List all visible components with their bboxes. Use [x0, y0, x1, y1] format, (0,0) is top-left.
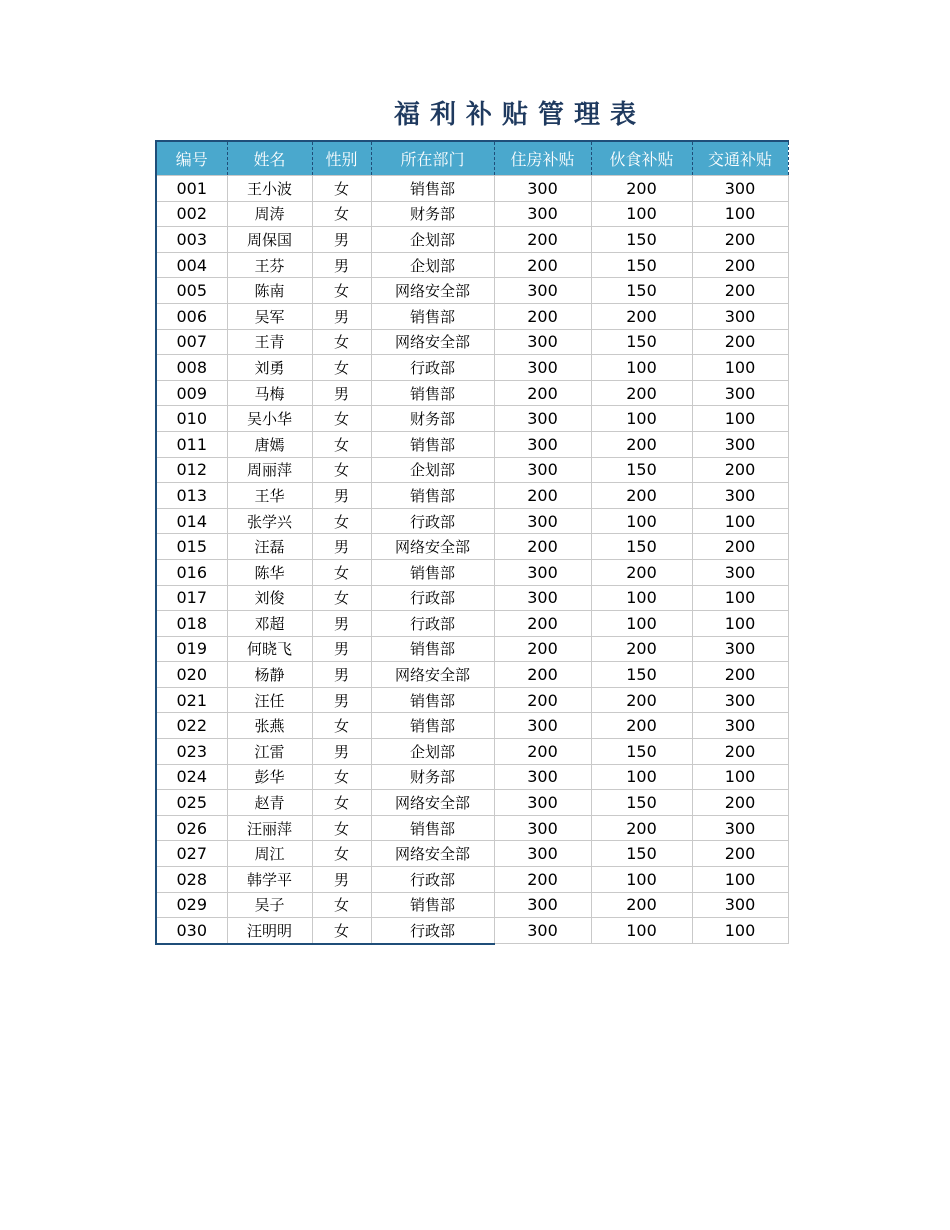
cell-meal[interactable]: 200 [591, 380, 692, 406]
cell-name[interactable]: 韩学平 [227, 867, 312, 893]
cell-gender[interactable]: 女 [312, 176, 371, 202]
cell-gender[interactable]: 女 [312, 457, 371, 483]
cell-housing[interactable]: 300 [494, 585, 591, 611]
cell-transport[interactable]: 300 [692, 176, 788, 202]
cell-meal[interactable]: 150 [591, 457, 692, 483]
cell-meal[interactable]: 100 [591, 764, 692, 790]
cell-meal[interactable]: 100 [591, 406, 692, 432]
cell-department[interactable]: 行政部 [371, 867, 494, 893]
column-header-meal[interactable]: 伙食补贴 [591, 141, 692, 176]
cell-id[interactable]: 017 [156, 585, 227, 611]
cell-name[interactable]: 周涛 [227, 201, 312, 227]
table-row [156, 841, 788, 867]
cell-name[interactable]: 吴小华 [227, 406, 312, 432]
cell-department[interactable]: 行政部 [371, 611, 494, 637]
cell-name[interactable]: 周丽萍 [227, 457, 312, 483]
cell-department[interactable]: 财务部 [371, 201, 494, 227]
cell-gender[interactable]: 男 [312, 867, 371, 893]
cell-gender[interactable]: 女 [312, 790, 371, 816]
cell-id[interactable]: 022 [156, 713, 227, 739]
cell-id[interactable]: 015 [156, 534, 227, 560]
table-row [156, 790, 788, 816]
column-header-transport[interactable]: 交通补贴 [692, 141, 788, 176]
cell-transport[interactable]: 200 [692, 739, 788, 765]
cell-name[interactable]: 赵青 [227, 790, 312, 816]
cell-meal[interactable]: 100 [591, 585, 692, 611]
table-row [156, 278, 788, 304]
cell-transport[interactable]: 100 [692, 355, 788, 381]
cell-transport[interactable]: 300 [692, 431, 788, 457]
cell-name[interactable]: 汪磊 [227, 534, 312, 560]
table-row [156, 406, 788, 432]
table-row [156, 892, 788, 918]
cell-department[interactable]: 销售部 [371, 636, 494, 662]
cell-meal[interactable]: 150 [591, 739, 692, 765]
table-row [156, 201, 788, 227]
cell-transport[interactable]: 100 [692, 764, 788, 790]
cell-housing[interactable]: 200 [494, 687, 591, 713]
cell-meal[interactable]: 200 [591, 303, 692, 329]
cell-name[interactable]: 王小波 [227, 176, 312, 202]
cell-id[interactable]: 002 [156, 201, 227, 227]
table-row [156, 739, 788, 765]
cell-housing[interactable]: 200 [494, 636, 591, 662]
cell-housing[interactable]: 200 [494, 483, 591, 509]
cell-housing[interactable]: 300 [494, 764, 591, 790]
column-header-id[interactable]: 编号 [156, 141, 227, 176]
cell-name[interactable]: 刘俊 [227, 585, 312, 611]
cell-gender[interactable]: 男 [312, 534, 371, 560]
table-row [156, 227, 788, 253]
cell-gender[interactable]: 男 [312, 380, 371, 406]
cell-name[interactable]: 刘勇 [227, 355, 312, 381]
cell-id[interactable]: 011 [156, 431, 227, 457]
cell-gender[interactable]: 女 [312, 431, 371, 457]
cell-department[interactable]: 销售部 [371, 559, 494, 585]
cell-housing[interactable]: 300 [494, 508, 591, 534]
table-row [156, 815, 788, 841]
cell-department[interactable]: 企划部 [371, 252, 494, 278]
cell-transport[interactable]: 300 [692, 380, 788, 406]
cell-transport[interactable]: 300 [692, 687, 788, 713]
cell-name[interactable]: 王华 [227, 483, 312, 509]
cell-id[interactable]: 030 [156, 918, 227, 944]
table-row [156, 457, 788, 483]
cell-gender[interactable]: 女 [312, 329, 371, 355]
table-row [156, 611, 788, 637]
cell-id[interactable]: 023 [156, 739, 227, 765]
cell-id[interactable]: 018 [156, 611, 227, 637]
cell-gender[interactable]: 男 [312, 227, 371, 253]
cell-department[interactable]: 财务部 [371, 764, 494, 790]
cell-id[interactable]: 016 [156, 559, 227, 585]
cell-department[interactable]: 销售部 [371, 380, 494, 406]
cell-department[interactable]: 企划部 [371, 739, 494, 765]
table-row [156, 508, 788, 534]
cell-department[interactable]: 网络安全部 [371, 329, 494, 355]
cell-meal[interactable]: 150 [591, 534, 692, 560]
page-title: 福利补贴管理表 [393, 100, 646, 130]
cell-department[interactable]: 网络安全部 [371, 841, 494, 867]
cell-transport[interactable]: 300 [692, 483, 788, 509]
table-row [156, 355, 788, 381]
cell-department[interactable]: 行政部 [371, 355, 494, 381]
table-row [156, 431, 788, 457]
table-row [156, 252, 788, 278]
cell-housing[interactable]: 200 [494, 611, 591, 637]
table-row [156, 918, 788, 944]
cell-id[interactable]: 003 [156, 227, 227, 253]
cell-gender[interactable]: 女 [312, 278, 371, 304]
cell-transport[interactable]: 200 [692, 278, 788, 304]
table-row [156, 662, 788, 688]
cell-id[interactable]: 012 [156, 457, 227, 483]
cell-meal[interactable]: 200 [591, 687, 692, 713]
cell-housing[interactable]: 300 [494, 559, 591, 585]
cell-department[interactable]: 行政部 [371, 585, 494, 611]
cell-department[interactable]: 销售部 [371, 892, 494, 918]
cell-name[interactable]: 杨静 [227, 662, 312, 688]
cell-gender[interactable]: 男 [312, 303, 371, 329]
cell-gender[interactable]: 女 [312, 764, 371, 790]
cell-id[interactable]: 005 [156, 278, 227, 304]
cell-department[interactable]: 销售部 [371, 431, 494, 457]
cell-name[interactable]: 彭华 [227, 764, 312, 790]
cell-name[interactable]: 周江 [227, 841, 312, 867]
cell-housing[interactable]: 200 [494, 252, 591, 278]
cell-meal[interactable]: 150 [591, 790, 692, 816]
cell-gender[interactable]: 女 [312, 815, 371, 841]
cell-housing[interactable]: 200 [494, 739, 591, 765]
table-row [156, 585, 788, 611]
table-row [156, 534, 788, 560]
table-row [156, 380, 788, 406]
cell-id[interactable]: 020 [156, 662, 227, 688]
table-row [156, 176, 788, 202]
cell-meal[interactable]: 100 [591, 508, 692, 534]
cell-department[interactable]: 销售部 [371, 483, 494, 509]
cell-housing[interactable]: 200 [494, 867, 591, 893]
cell-meal[interactable]: 200 [591, 431, 692, 457]
cell-transport[interactable]: 200 [692, 457, 788, 483]
cell-meal[interactable]: 200 [591, 815, 692, 841]
cell-transport[interactable]: 200 [692, 841, 788, 867]
cell-name[interactable]: 唐嫣 [227, 431, 312, 457]
cell-transport[interactable]: 100 [692, 508, 788, 534]
cell-gender[interactable]: 女 [312, 841, 371, 867]
cell-transport[interactable]: 200 [692, 252, 788, 278]
cell-department[interactable]: 财务部 [371, 406, 494, 432]
cell-name[interactable]: 汪丽萍 [227, 815, 312, 841]
cell-name[interactable]: 王青 [227, 329, 312, 355]
cell-transport[interactable]: 200 [692, 227, 788, 253]
header-row [156, 141, 788, 176]
cell-meal[interactable]: 200 [591, 713, 692, 739]
table-row [156, 764, 788, 790]
cell-gender[interactable]: 男 [312, 687, 371, 713]
cell-housing[interactable]: 300 [494, 406, 591, 432]
cell-name[interactable]: 张燕 [227, 713, 312, 739]
cell-housing[interactable]: 300 [494, 841, 591, 867]
cell-gender[interactable]: 女 [312, 918, 371, 944]
table-row [156, 713, 788, 739]
cell-transport[interactable]: 300 [692, 713, 788, 739]
cell-meal[interactable]: 150 [591, 227, 692, 253]
cell-id[interactable]: 001 [156, 176, 227, 202]
cell-meal[interactable]: 200 [591, 559, 692, 585]
cell-housing[interactable]: 300 [494, 815, 591, 841]
cell-id[interactable]: 006 [156, 303, 227, 329]
cell-housing[interactable]: 200 [494, 303, 591, 329]
cell-id[interactable]: 004 [156, 252, 227, 278]
cell-meal[interactable]: 200 [591, 892, 692, 918]
cell-housing[interactable]: 300 [494, 457, 591, 483]
cell-gender[interactable]: 男 [312, 739, 371, 765]
cell-department[interactable]: 企划部 [371, 227, 494, 253]
cell-gender[interactable]: 女 [312, 559, 371, 585]
cell-meal[interactable]: 100 [591, 201, 692, 227]
cell-name[interactable]: 何晓飞 [227, 636, 312, 662]
cell-transport[interactable]: 100 [692, 867, 788, 893]
cell-housing[interactable]: 300 [494, 918, 591, 944]
cell-transport[interactable]: 300 [692, 636, 788, 662]
cell-transport[interactable]: 300 [692, 815, 788, 841]
table-row [156, 559, 788, 585]
cell-meal[interactable]: 100 [591, 918, 692, 944]
cell-department[interactable]: 销售部 [371, 815, 494, 841]
cell-transport[interactable]: 100 [692, 406, 788, 432]
table-row [156, 329, 788, 355]
cell-meal[interactable]: 150 [591, 662, 692, 688]
cell-name[interactable]: 张学兴 [227, 508, 312, 534]
cell-housing[interactable]: 300 [494, 201, 591, 227]
cell-gender[interactable]: 男 [312, 483, 371, 509]
cell-meal[interactable]: 150 [591, 841, 692, 867]
cell-id[interactable]: 014 [156, 508, 227, 534]
cell-transport[interactable]: 100 [692, 918, 788, 944]
cell-gender[interactable]: 男 [312, 636, 371, 662]
column-header-name[interactable]: 姓名 [227, 141, 312, 176]
cell-gender[interactable]: 女 [312, 201, 371, 227]
cell-housing[interactable]: 300 [494, 278, 591, 304]
cell-gender[interactable]: 男 [312, 611, 371, 637]
cell-id[interactable]: 029 [156, 892, 227, 918]
cell-gender[interactable]: 女 [312, 892, 371, 918]
cell-department[interactable]: 销售部 [371, 303, 494, 329]
cell-meal[interactable]: 200 [591, 636, 692, 662]
cell-transport[interactable]: 100 [692, 585, 788, 611]
cell-department[interactable]: 行政部 [371, 918, 494, 944]
cell-transport[interactable]: 100 [692, 611, 788, 637]
cell-housing[interactable]: 300 [494, 355, 591, 381]
cell-transport[interactable]: 200 [692, 790, 788, 816]
table-row [156, 867, 788, 893]
cell-transport[interactable]: 200 [692, 329, 788, 355]
cell-department[interactable]: 销售部 [371, 176, 494, 202]
cell-id[interactable]: 019 [156, 636, 227, 662]
cell-housing[interactable]: 200 [494, 534, 591, 560]
table-row [156, 687, 788, 713]
cell-name[interactable]: 汪明明 [227, 918, 312, 944]
cell-name[interactable]: 马梅 [227, 380, 312, 406]
cell-id[interactable]: 010 [156, 406, 227, 432]
cell-transport[interactable]: 300 [692, 303, 788, 329]
cell-name[interactable]: 陈南 [227, 278, 312, 304]
cell-name[interactable]: 江雷 [227, 739, 312, 765]
cell-gender[interactable]: 女 [312, 585, 371, 611]
table-row [156, 303, 788, 329]
column-header-housing[interactable]: 住房补贴 [494, 141, 591, 176]
cell-transport[interactable]: 100 [692, 201, 788, 227]
cell-housing[interactable]: 300 [494, 176, 591, 202]
cell-meal[interactable]: 150 [591, 252, 692, 278]
cell-housing[interactable]: 300 [494, 713, 591, 739]
cell-gender[interactable]: 女 [312, 508, 371, 534]
cell-name[interactable]: 吴军 [227, 303, 312, 329]
cell-meal[interactable]: 100 [591, 867, 692, 893]
column-header-gender[interactable]: 性别 [312, 141, 371, 176]
cell-department[interactable]: 网络安全部 [371, 790, 494, 816]
cell-housing[interactable]: 200 [494, 380, 591, 406]
cell-department[interactable]: 行政部 [371, 508, 494, 534]
table-row [156, 483, 788, 509]
cell-id[interactable]: 024 [156, 764, 227, 790]
cell-department[interactable]: 企划部 [371, 457, 494, 483]
cell-department[interactable]: 网络安全部 [371, 534, 494, 560]
cell-housing[interactable]: 300 [494, 329, 591, 355]
cell-name[interactable]: 邓超 [227, 611, 312, 637]
cell-meal[interactable]: 150 [591, 329, 692, 355]
cell-housing[interactable]: 300 [494, 892, 591, 918]
cell-id[interactable]: 028 [156, 867, 227, 893]
cell-id[interactable]: 013 [156, 483, 227, 509]
cell-gender[interactable]: 男 [312, 662, 371, 688]
cell-transport[interactable]: 300 [692, 892, 788, 918]
cell-name[interactable]: 陈华 [227, 559, 312, 585]
cell-name[interactable]: 王芬 [227, 252, 312, 278]
cell-id[interactable]: 008 [156, 355, 227, 381]
cell-housing[interactable]: 200 [494, 227, 591, 253]
cell-department[interactable]: 销售部 [371, 713, 494, 739]
cell-department[interactable]: 网络安全部 [371, 662, 494, 688]
cell-id[interactable]: 025 [156, 790, 227, 816]
cell-id[interactable]: 021 [156, 687, 227, 713]
cell-gender[interactable]: 女 [312, 713, 371, 739]
cell-gender[interactable]: 女 [312, 355, 371, 381]
cell-meal[interactable]: 200 [591, 176, 692, 202]
cell-department[interactable]: 网络安全部 [371, 278, 494, 304]
cell-housing[interactable]: 200 [494, 662, 591, 688]
cell-gender[interactable]: 女 [312, 406, 371, 432]
cell-id[interactable]: 027 [156, 841, 227, 867]
cell-name[interactable]: 吴子 [227, 892, 312, 918]
cell-transport[interactable]: 300 [692, 559, 788, 585]
cell-name[interactable]: 汪任 [227, 687, 312, 713]
cell-department[interactable]: 销售部 [371, 687, 494, 713]
cell-meal[interactable]: 150 [591, 278, 692, 304]
cell-meal[interactable]: 100 [591, 355, 692, 381]
cell-meal[interactable]: 100 [591, 611, 692, 637]
cell-id[interactable]: 026 [156, 815, 227, 841]
table-row [156, 636, 788, 662]
cell-id[interactable]: 007 [156, 329, 227, 355]
column-header-department[interactable]: 所在部门 [371, 141, 494, 176]
cell-gender[interactable]: 男 [312, 252, 371, 278]
subsidy-table [155, 140, 789, 945]
cell-name[interactable]: 周保国 [227, 227, 312, 253]
cell-housing[interactable]: 300 [494, 790, 591, 816]
cell-meal[interactable]: 200 [591, 483, 692, 509]
cell-transport[interactable]: 200 [692, 662, 788, 688]
cell-id[interactable]: 009 [156, 380, 227, 406]
cell-housing[interactable]: 300 [494, 431, 591, 457]
cell-transport[interactable]: 200 [692, 534, 788, 560]
